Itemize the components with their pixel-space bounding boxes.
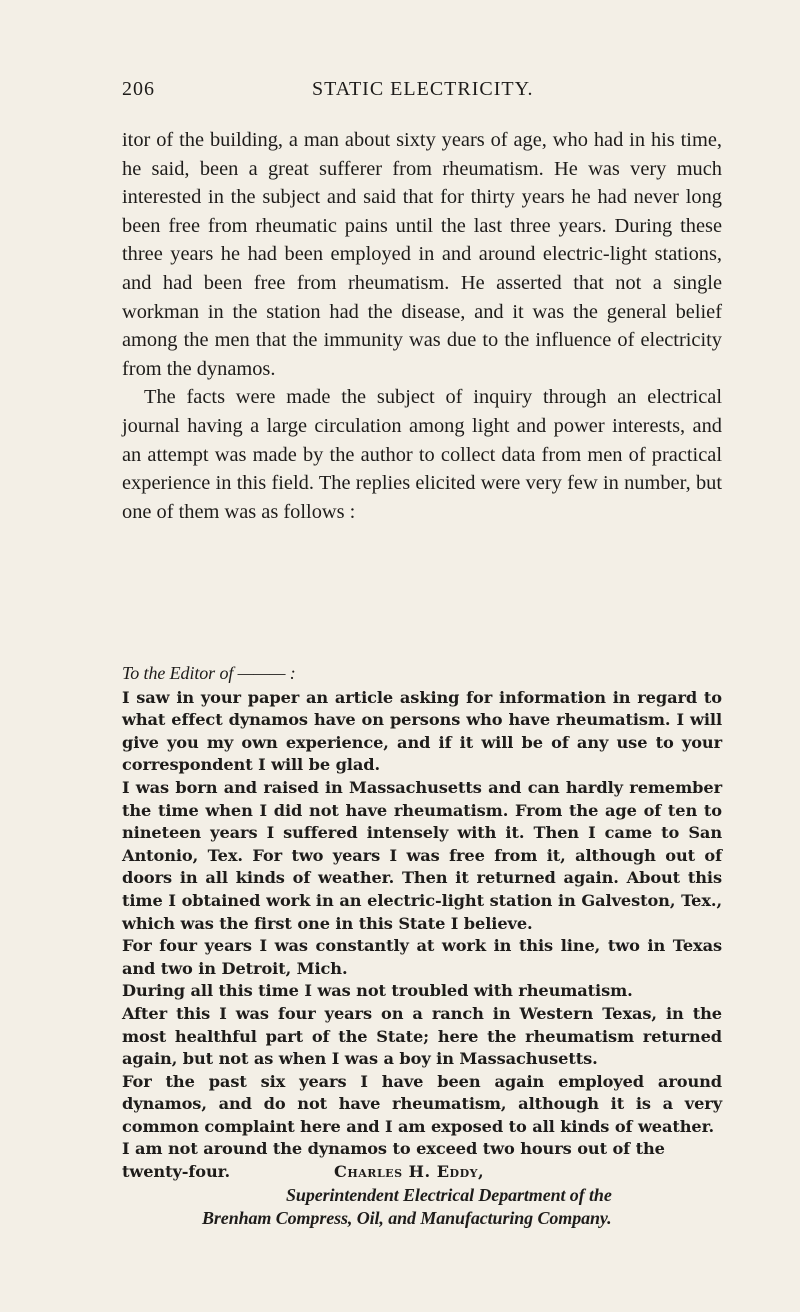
quoted-letter	[122, 662, 722, 1230]
signatory-title-line-2: Brenham Compress, Oil, and Manufacturing Company.	[202, 1207, 612, 1228]
letter-closing	[122, 1161, 722, 1184]
letter-paragraph: I saw in your paper an article asking for information in regard to what effect dynamos have on persons who have rheumatism. I will give you my own experience, and if it will be of any use to your correspondent I will be glad.	[122, 687, 722, 775]
letter-paragraph: During all this time I was not troubled with rheumatism.	[122, 981, 633, 1001]
letter-paragraph: For the past six years I have been again employed around dynamos, and do not have rheumatism, although it is a very common complaint here and I am exposed to all kinds of weather.	[122, 1071, 722, 1136]
body-paragraph-1: itor of the building, a man about sixty years of age, who had in his time, he said, been a great sufferer from rheumatism. He was very much interested in the subject and said that for thirty years he had never long been free from rheumatic pains until the last three years. During these three years he had been employed in and around electric-light stations, and had been free from rheumatism. He asserted that not a single workman in the station had the disease, and it was the general belief among the men that the immunity was due to the influence of electricity from the dynamos.	[122, 129, 722, 380]
signatory-title-line-1: Superintendent Electrical Department of the	[286, 1184, 612, 1205]
letter-salutation: To the Editor of ——— :	[122, 663, 296, 683]
body-paragraph-2: The facts were made the subject of inquiry through an electrical journal having a large circulation among light and power interests, and an attempt was made by the author to collect data from men of practical experience in this field. The replies elicited were very few in number, but one of them was as follows :	[122, 386, 722, 523]
running-head	[122, 78, 722, 108]
letter-paragraph: I was born and raised in Massachusetts and can hardly remember the time when I did not have rheumatism. From the age of ten to nineteen years I suffered intensely with it. Then I came to San Antonio, Tex. For two years I was free from it, although out of doors in all kinds of weather. Then it returned again. About this time I obtained work in an electric-light station in Galveston, Tex., which was the first one in this State I believe.	[122, 777, 722, 933]
page-number: 206	[122, 78, 155, 100]
signature: Charles H. Eddy,	[334, 1162, 485, 1182]
letter-paragraph: For four years I was constantly at work in this line, two in Texas and two in Detroit, Mich.	[122, 936, 722, 978]
body-text	[122, 126, 722, 526]
running-title: STATIC ELECTRICITY.	[312, 78, 534, 100]
letter-paragraph: I am not around the dynamos to exceed two hours out of the	[122, 1139, 665, 1159]
letter-paragraph: After this I was four years on a ranch in Western Texas, in the most healthful part of the State; here the rheumatism returned again, but not as when I was a boy in Massachusetts.	[122, 1003, 722, 1069]
closing-words: twenty-four.	[122, 1162, 231, 1182]
